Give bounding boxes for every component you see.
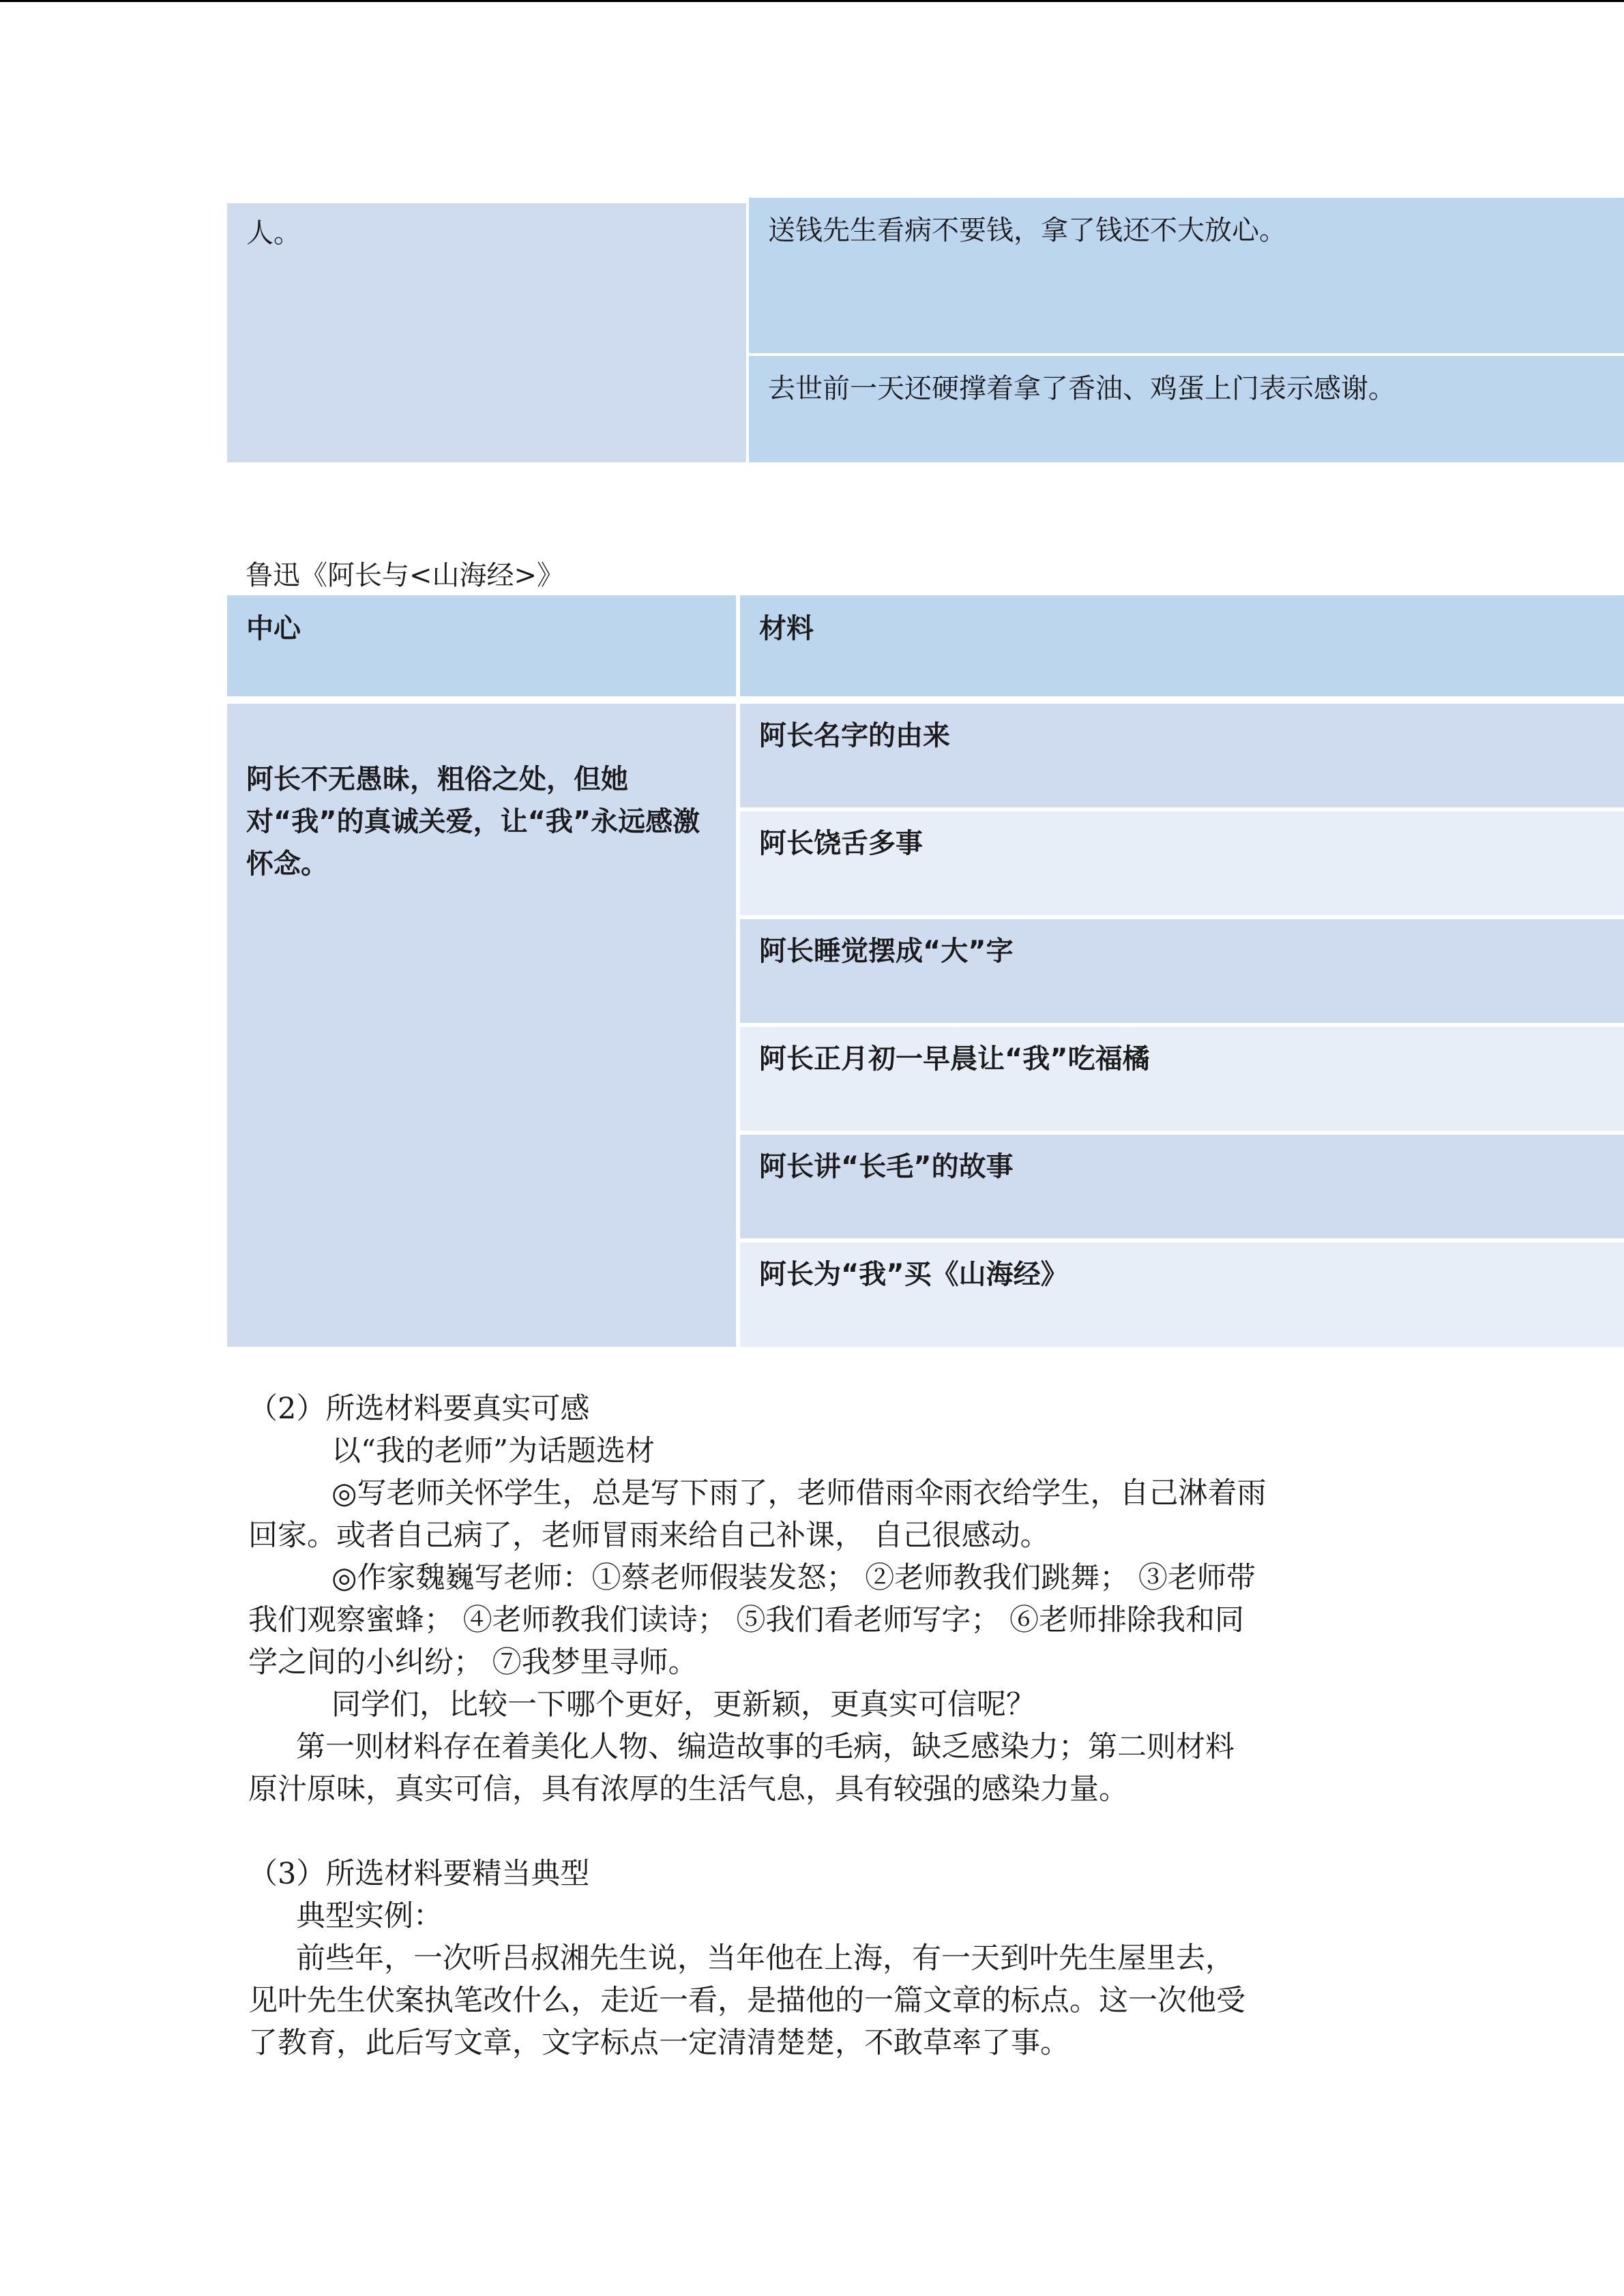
paragraph-line: 见叶先生伏案执笔改什么，走近一看，是描他的一篇文章的标点。这一次他受 [248,1984,1245,2018]
table2-header-material [740,595,1624,696]
table1-right-top-cell [749,198,1624,353]
table1-left-text: 人。 [246,218,301,249]
paragraph-line: 我们观察蜜蜂； ④老师教我们读诗； ⑤我们看老师写字； ⑥老师排除我和同 [248,1603,1245,1637]
table1-right-bottom-cell [749,356,1624,462]
top-border-line [0,0,1624,2]
material-text: 阿长为“我”买《山海经》 [759,1259,1068,1290]
material-row [740,1135,1624,1238]
material-text: 阿长正月初一早晨让“我”吃福橘 [759,1043,1150,1075]
table1-right-bottom-text: 去世前一天还硬撑着拿了香油、鸡蛋上门表示感谢。 [768,373,1396,404]
material-text: 阿长饶舌多事 [759,828,923,859]
material-text: 阿长睡觉摆成“大”字 [759,936,1014,967]
table1-left-cell [227,203,746,462]
paragraph-line: 原汁原味，真实可信，具有浓厚的生活气息，具有较强的感染力量。 [248,1772,1128,1806]
material-row [740,704,1624,807]
topic-line: 以“我的老师”为话题选材 [331,1434,655,1468]
section3-title: （3）所选材料要精当典型 [248,1857,590,1891]
paragraph-line: 回家。或者自己病了，老师冒雨来给自己补课， 自己很感动。 [248,1519,1050,1553]
section2-title: （2）所选材料要真实可感 [248,1392,590,1426]
table2-title: 鲁迅《阿长与<山海经>》 [246,560,565,591]
body-text [248,1388,1394,2064]
material-row [740,1242,1624,1347]
header-material-label: 材料 [759,613,814,644]
paragraph-line: 第一则材料存在着美化人物、编造故事的毛病，缺乏感染力；第二则材料 [296,1730,1235,1764]
material-text: 阿长名字的由来 [759,720,950,751]
material-text: 阿长讲“长毛”的故事 [759,1151,1014,1182]
header-center-label: 中心 [246,613,301,644]
material-row [740,919,1624,1023]
table2-center-cell [227,704,736,1347]
table2-header-center [227,595,736,696]
paragraph-line: 了教育，此后写文章，文字标点一定清清楚楚，不敢草率了事。 [248,2026,1069,2060]
paragraph-line: 前些年，一次听吕叔湘先生说，当年他在上海，有一天到叶先生屋里去， [296,1941,1235,1976]
center-text: 阿长不无愚昧，粗俗之处，但她对“我”的真诚关爱，让“我”永远感激怀念。 [246,764,700,880]
material-row [740,811,1624,915]
paragraph-line: ◎作家魏巍写老师：①蔡老师假装发怒； ②老师教我们跳舞； ③老师带 [331,1561,1256,1595]
paragraph-line: 学之间的小纠纷； ⑦我梦里寻师。 [248,1645,698,1680]
paragraph-line: ◎写老师关怀学生，总是写下雨了，老师借雨伞雨衣给学生，自己淋着雨 [331,1476,1267,1510]
table1-right-top-text: 送钱先生看病不要钱，拿了钱还不大放心。 [768,215,1286,246]
example-label: 典型实例： [296,1899,443,1933]
question-line: 同学们，比较一下哪个更好，更新颖，更真实可信呢？ [331,1688,1035,1722]
material-row [740,1027,1624,1131]
